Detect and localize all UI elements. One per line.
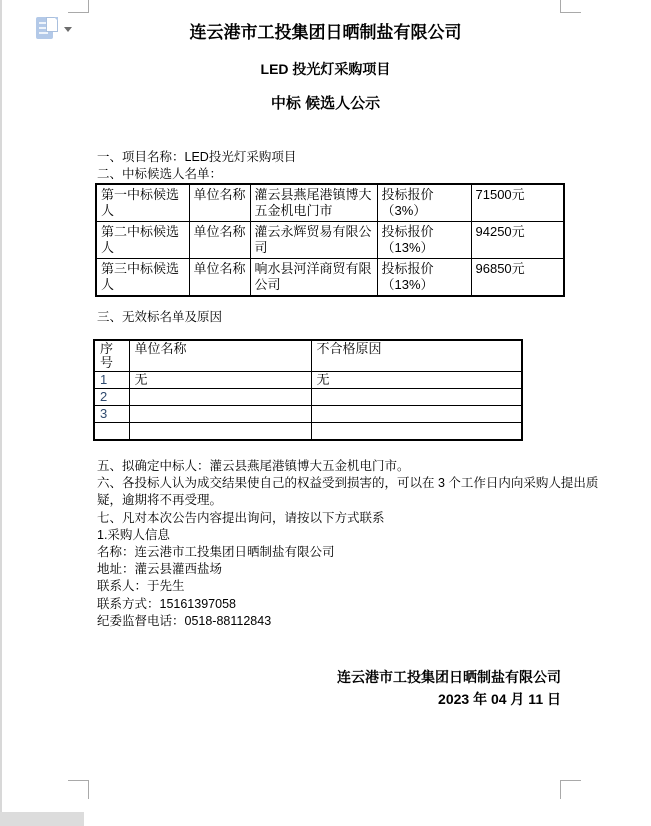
text-boundary-mark-bottom-left xyxy=(68,780,89,799)
document-title-company: 连云港市工投集团日晒制盐有限公司 xyxy=(189,23,462,42)
bid-price-value: 71500元 xyxy=(471,184,564,222)
text-boundary-mark-bottom-right xyxy=(560,780,581,799)
row-index xyxy=(94,423,129,440)
contact-name: 名称：连云港市工投集团日晒制盐有限公司 xyxy=(97,545,335,560)
unit-name-label: 单位名称 xyxy=(189,222,250,259)
unit-name-cell xyxy=(129,423,311,440)
row-index: 1 xyxy=(94,372,129,389)
unit-name-cell: 无 xyxy=(129,372,311,389)
candidate-company: 灌云县燕尾港镇博大五金机电门市 xyxy=(250,184,377,222)
section-5-winner: 五、拟确定中标人：灌云县燕尾港镇博大五金机电门市。 xyxy=(97,459,410,473)
candidate-rank: 第二中标候选人 xyxy=(96,222,189,259)
column-header-unit: 单位名称 xyxy=(129,340,311,372)
invalid-bids-table xyxy=(93,339,523,441)
table-row xyxy=(94,423,522,440)
table-header-row xyxy=(94,340,522,372)
table-row xyxy=(96,259,564,297)
purchaser-info-heading: 1.采购人信息 xyxy=(97,527,170,542)
signature-company: 连云港市工投集团日晒制盐有限公司 xyxy=(337,669,561,685)
body-paragraphs xyxy=(97,458,598,630)
bid-price-label: 投标报价（13%） xyxy=(377,259,471,297)
section-1-project-name: 一、项目名称：LED投光灯采购项目 xyxy=(97,150,297,164)
section-7-contact-heading: 七、凡对本次公告内容提出询问，请按以下方式联系 xyxy=(97,510,385,525)
candidates-table xyxy=(95,183,565,297)
unit-name-label: 单位名称 xyxy=(189,259,250,297)
table-row xyxy=(94,372,522,389)
unit-name-cell xyxy=(129,406,311,423)
reason-cell: 无 xyxy=(311,372,522,389)
unit-name-cell xyxy=(129,389,311,406)
signature-date: 2023 年 04 月 11 日 xyxy=(438,691,561,707)
section-2-candidates-heading: 二、中标候选人名单： xyxy=(97,167,223,181)
unit-name-label: 单位名称 xyxy=(189,184,250,222)
document-title-notice: 中标 候选人公示 xyxy=(270,95,381,112)
reason-cell xyxy=(311,423,522,440)
table-row xyxy=(94,389,522,406)
candidate-rank: 第三中标候选人 xyxy=(96,259,189,297)
bid-price-value: 94250元 xyxy=(471,222,564,259)
column-header-reason: 不合格原因 xyxy=(311,340,522,372)
document-title-project: LED 投光灯采购项目 xyxy=(260,61,391,77)
section-6-objection-line1: 六、各投标人认为成交结果使自己的权益受到损害的，可以在 3 个工作日内向采购人提出质 xyxy=(97,476,599,491)
text-boundary-mark-top-left xyxy=(68,0,89,13)
section-6-objection-line2: 疑，逾期将不再受理。 xyxy=(97,493,223,508)
candidate-company: 灌云永辉贸易有限公司 xyxy=(250,222,377,259)
column-header-index: 序号 xyxy=(94,340,129,372)
section-3-invalid-bids-heading: 三、无效标名单及原因 xyxy=(97,310,223,324)
signature-block xyxy=(0,666,561,710)
supervision-phone: 纪委监督电话：0518-88112843 xyxy=(97,613,272,628)
bid-price-label: 投标报价（3%） xyxy=(377,184,471,222)
candidate-rank: 第一中标候选人 xyxy=(96,184,189,222)
page-bottom-left-shade xyxy=(0,812,84,826)
text-boundary-mark-top-right xyxy=(560,0,581,13)
contact-address: 地址：灌云县灌西盐场 xyxy=(97,562,223,577)
contact-phone: 联系方式：15161397058 xyxy=(97,596,236,611)
reason-cell xyxy=(311,389,522,406)
contact-person: 联系人：于先生 xyxy=(97,579,185,594)
table-row xyxy=(96,222,564,259)
candidate-company: 响水县河洋商贸有限公司 xyxy=(250,259,377,297)
table-row xyxy=(96,184,564,222)
bid-price-label: 投标报价（13%） xyxy=(377,222,471,259)
row-index: 2 xyxy=(94,389,129,406)
bid-price-value: 96850元 xyxy=(471,259,564,297)
reason-cell xyxy=(311,406,522,423)
row-index: 3 xyxy=(94,406,129,423)
table-row xyxy=(94,406,522,423)
